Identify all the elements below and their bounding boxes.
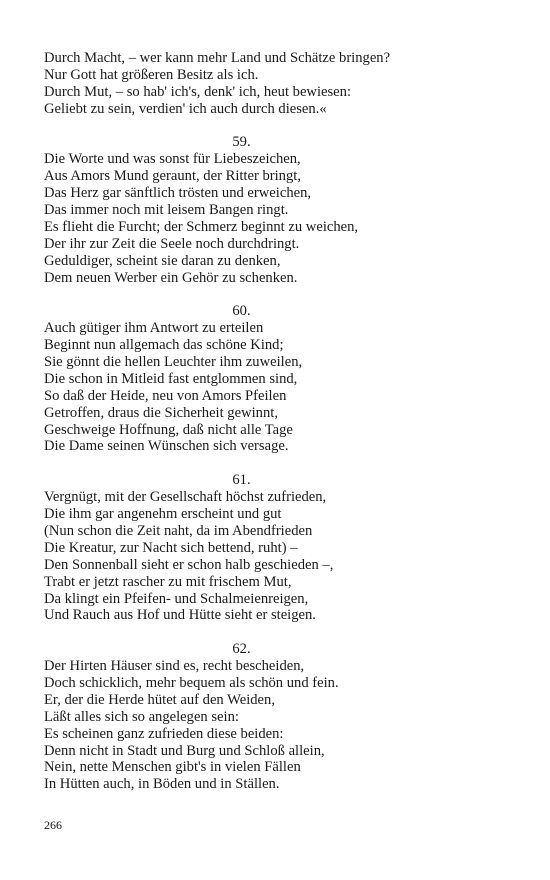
- poem-line: Nur Gott hat größeren Besitz als ich.: [44, 66, 259, 83]
- stanza-number: 61.: [232, 472, 251, 489]
- poem-line: Durch Mut, – so hab' ich's, denk' ich, heut bewiesen:: [44, 83, 351, 100]
- stanza-61: [44, 472, 514, 624]
- poem-line: Trabt er jetzt rascher zu mit frischem Mut,: [44, 573, 292, 590]
- poem-line: Beginnt nun allgemach das schöne Kind;: [44, 337, 284, 354]
- poem-line: Getroffen, draus die Sicherheit gewinnt,: [44, 404, 278, 421]
- poem-line: Die ihm gar angenehm erscheint und gut: [44, 506, 282, 523]
- stanza-number: 62.: [232, 641, 251, 658]
- poem-line: Die Kreatur, zur Nacht sich bettend, ruht) –: [44, 539, 298, 556]
- page-number: 266: [44, 818, 62, 832]
- poem-line: Auch gütiger ihm Antwort zu erteilen: [44, 320, 264, 337]
- poem-line: Das immer noch mit leisem Bangen ringt.: [44, 202, 289, 219]
- poem-line: Nein, nette Menschen gibt's in vielen Fällen: [44, 759, 301, 776]
- poem-line: Der Hirten Häuser sind es, recht bescheiden,: [44, 658, 305, 675]
- poem-line: Er, der die Herde hütet auf den Weiden,: [44, 691, 275, 708]
- poem-line: Den Sonnenball sieht er schon halb geschieden –,: [44, 556, 334, 573]
- page-body: [44, 50, 514, 793]
- poem-line: Dem neuen Werber ein Gehör zu schenken.: [44, 269, 298, 286]
- poem-line: Die Dame seinen Wünschen sich versage.: [44, 438, 289, 455]
- poem-line: Das Herz gar sänftlich trösten und erweichen,: [44, 185, 312, 202]
- poem-line: (Nun schon die Zeit naht, da im Abendfrieden: [44, 522, 313, 539]
- poem-line: Es flieht die Furcht; der Schmerz beginnt zu weichen,: [44, 218, 359, 235]
- poem-line: Da klingt ein Pfeifen- und Schalmeienreigen,: [44, 590, 309, 607]
- poem-line: Läßt alles sich so angelegen sein:: [44, 708, 239, 725]
- poem-line: Durch Macht, – wer kann mehr Land und Schätze bringen?: [44, 50, 391, 66]
- poem-line: Die schon in Mitleid fast entglommen sind,: [44, 370, 298, 387]
- poem-line: Aus Amors Mund geraunt, der Ritter bringt,: [44, 168, 301, 185]
- poem-line: Der ihr zur Zeit die Seele noch durchdringt.: [44, 235, 300, 252]
- poem-line: Sie gönnt die hellen Leuchter ihm zuweilen,: [44, 354, 303, 371]
- stanza-number: 59.: [232, 134, 251, 151]
- poem-line: So daß der Heide, neu von Amors Pfeilen: [44, 387, 287, 404]
- poem-line: Es scheinen ganz zufrieden diese beiden:: [44, 725, 284, 742]
- poem-line: Denn nicht in Stadt und Burg und Schloß allein,: [44, 742, 325, 759]
- poem-line: Geliebt zu sein, verdien' ich auch durch diesen.«: [44, 100, 327, 117]
- stanza-60: [44, 303, 514, 455]
- poem-line: Doch schicklich, mehr bequem als schön und fein.: [44, 674, 339, 691]
- opening-stanza: [44, 50, 514, 118]
- stanza-number: 60.: [232, 303, 251, 320]
- stanza-59: [44, 134, 514, 286]
- poem-line: Und Rauch aus Hof und Hütte sieht er steigen.: [44, 607, 316, 624]
- poem-line: Die Worte und was sonst für Liebeszeichen,: [44, 151, 301, 168]
- stanza-62: [44, 641, 514, 793]
- poem-line: In Hütten auch, in Böden und in Ställen.: [44, 776, 280, 793]
- poem-line: Geduldiger, scheint sie daran zu denken,: [44, 252, 281, 269]
- poem-line: Geschweige Hoffnung, daß nicht alle Tage: [44, 421, 293, 438]
- poem-line: Vergnügt, mit der Gesellschaft höchst zufrieden,: [44, 489, 327, 506]
